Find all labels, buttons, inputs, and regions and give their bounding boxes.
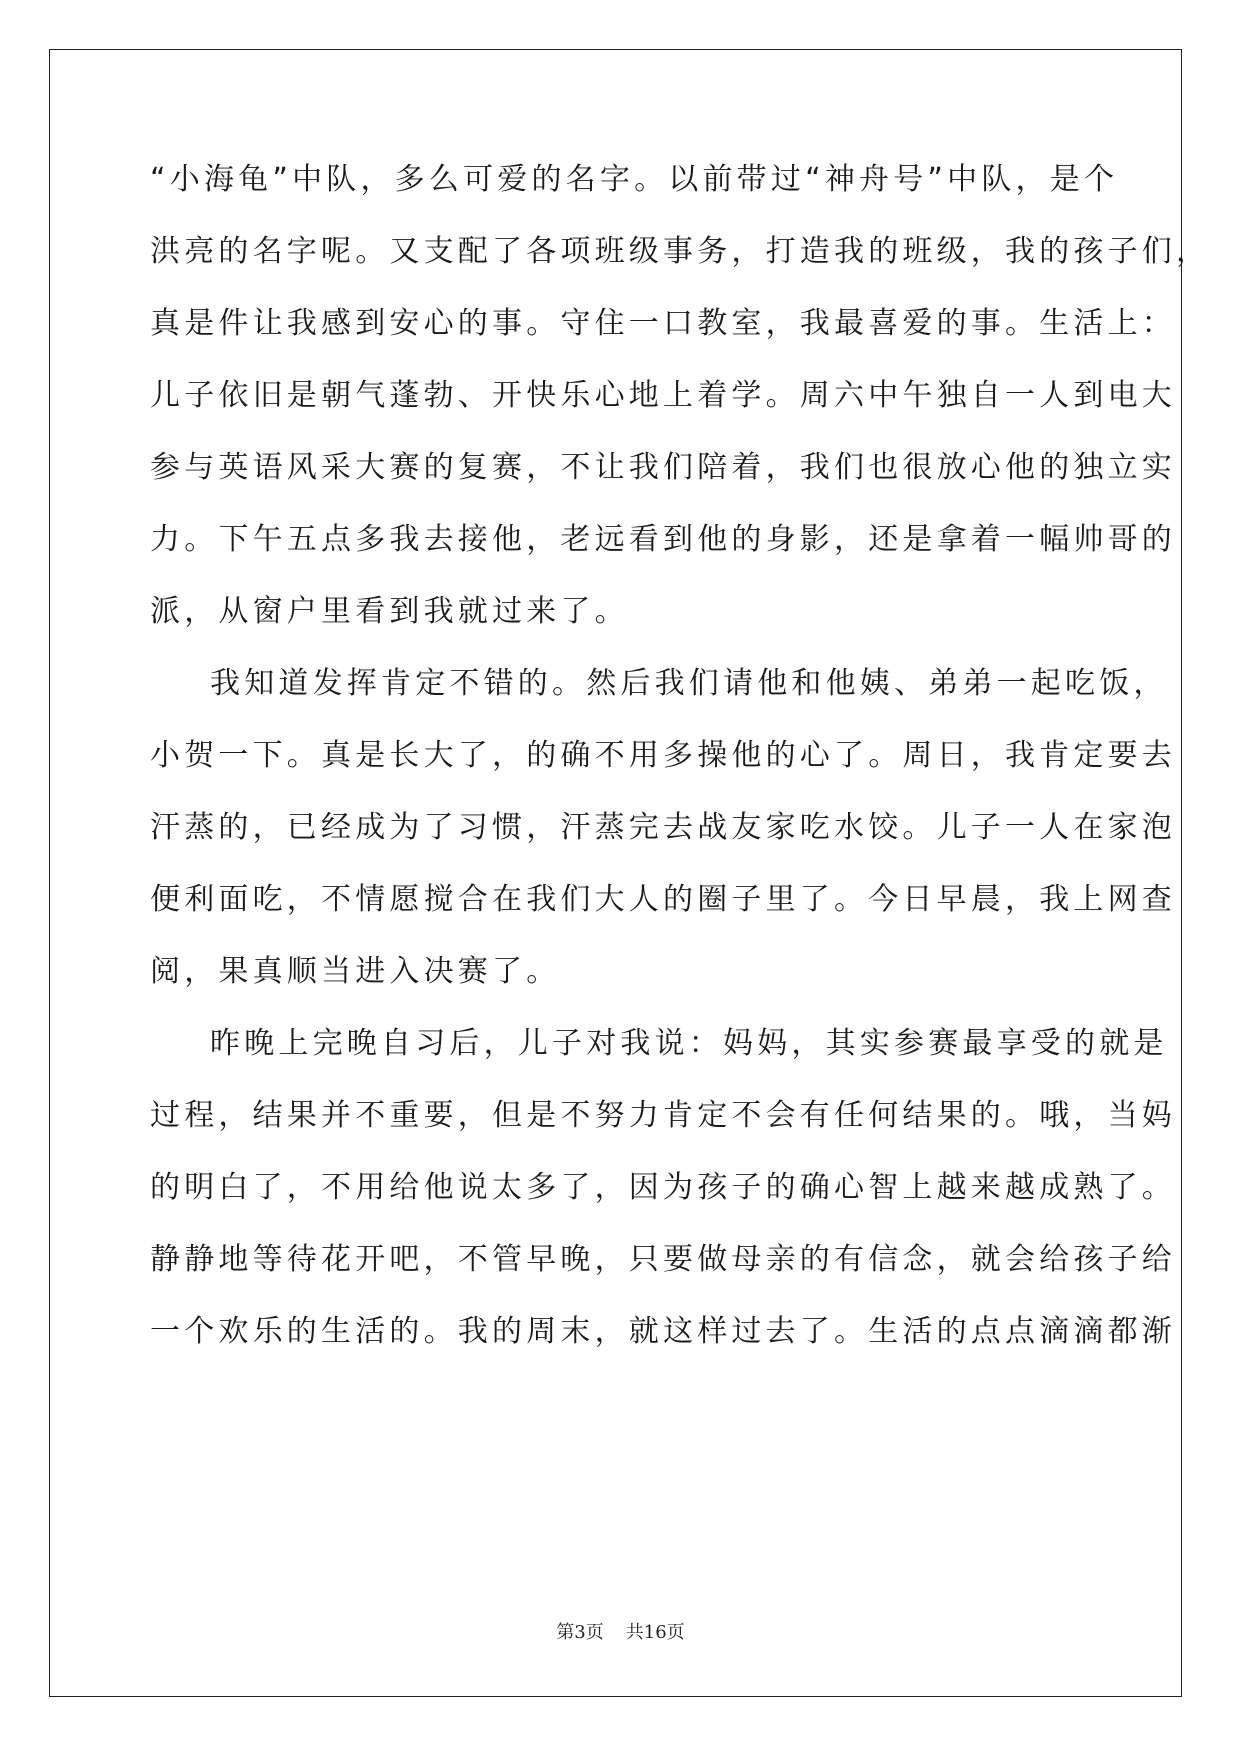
text-line: 小贺一下。真是长大了，的确不用多操他的心了。周日，我肯定要去 [150,738,1176,773]
text-line: 洪亮的名字呢。又支配了各项班级事务，打造我的班级，我的孩子们， [150,234,1211,269]
text-line: 儿子依旧是朝气蓬勃、开快乐心地上着学。周六中午独自一人到电大 [150,378,1176,413]
text-line: 昨晚上完晚自习后，儿子对我说：妈妈，其实参赛最享受的就是 [210,1026,1168,1061]
page-total: 共16页 [625,1622,685,1643]
text-line: 力。下午五点多我去接他，老远看到他的身影，还是拿着一幅帅哥的 [150,522,1176,557]
text-line: 静静地等待花开吧，不管早晚，只要做母亲的有信念，就会给孩子给 [150,1242,1176,1277]
text-line: 过程，结果并不重要，但是不努力肯定不会有任何结果的。哦，当妈 [150,1098,1176,1133]
text-line: 真是件让我感到安心的事。守住一口教室，我最喜爱的事。生活上： [150,306,1176,341]
text-line: 阅，果真顺当进入决赛了。 [150,954,561,989]
text-line: 汗蒸的，已经成为了习惯，汗蒸完去战友家吃水饺。儿子一人在家泡 [150,810,1176,845]
text-line: “小海龟”中队，多么可爱的名字。以前带过“神舟号”中队，是个 [150,162,1119,197]
text-line: 参与英语风采大赛的复赛，不让我们陪着，我们也很放心他的独立实 [150,450,1176,485]
text-line: 一个欢乐的生活的。我的周末，就这样过去了。生活的点点滴滴都渐 [150,1314,1176,1349]
page-border [49,49,1211,1697]
text-line: 便利面吃，不情愿搅合在我们大人的圈子里了。今日早晨，我上网查 [150,882,1176,917]
page-footer [0,1618,1241,1644]
text-line: 的明白了，不用给他说太多了，因为孩子的确心智上越来越成熟了。 [150,1170,1176,1205]
page-number: 第3页 [556,1622,604,1643]
text-line: 派，从窗户里看到我就过来了。 [150,594,629,629]
text-line: 我知道发挥肯定不错的。然后我们请他和他姨、弟弟一起吃饭， [210,666,1168,701]
